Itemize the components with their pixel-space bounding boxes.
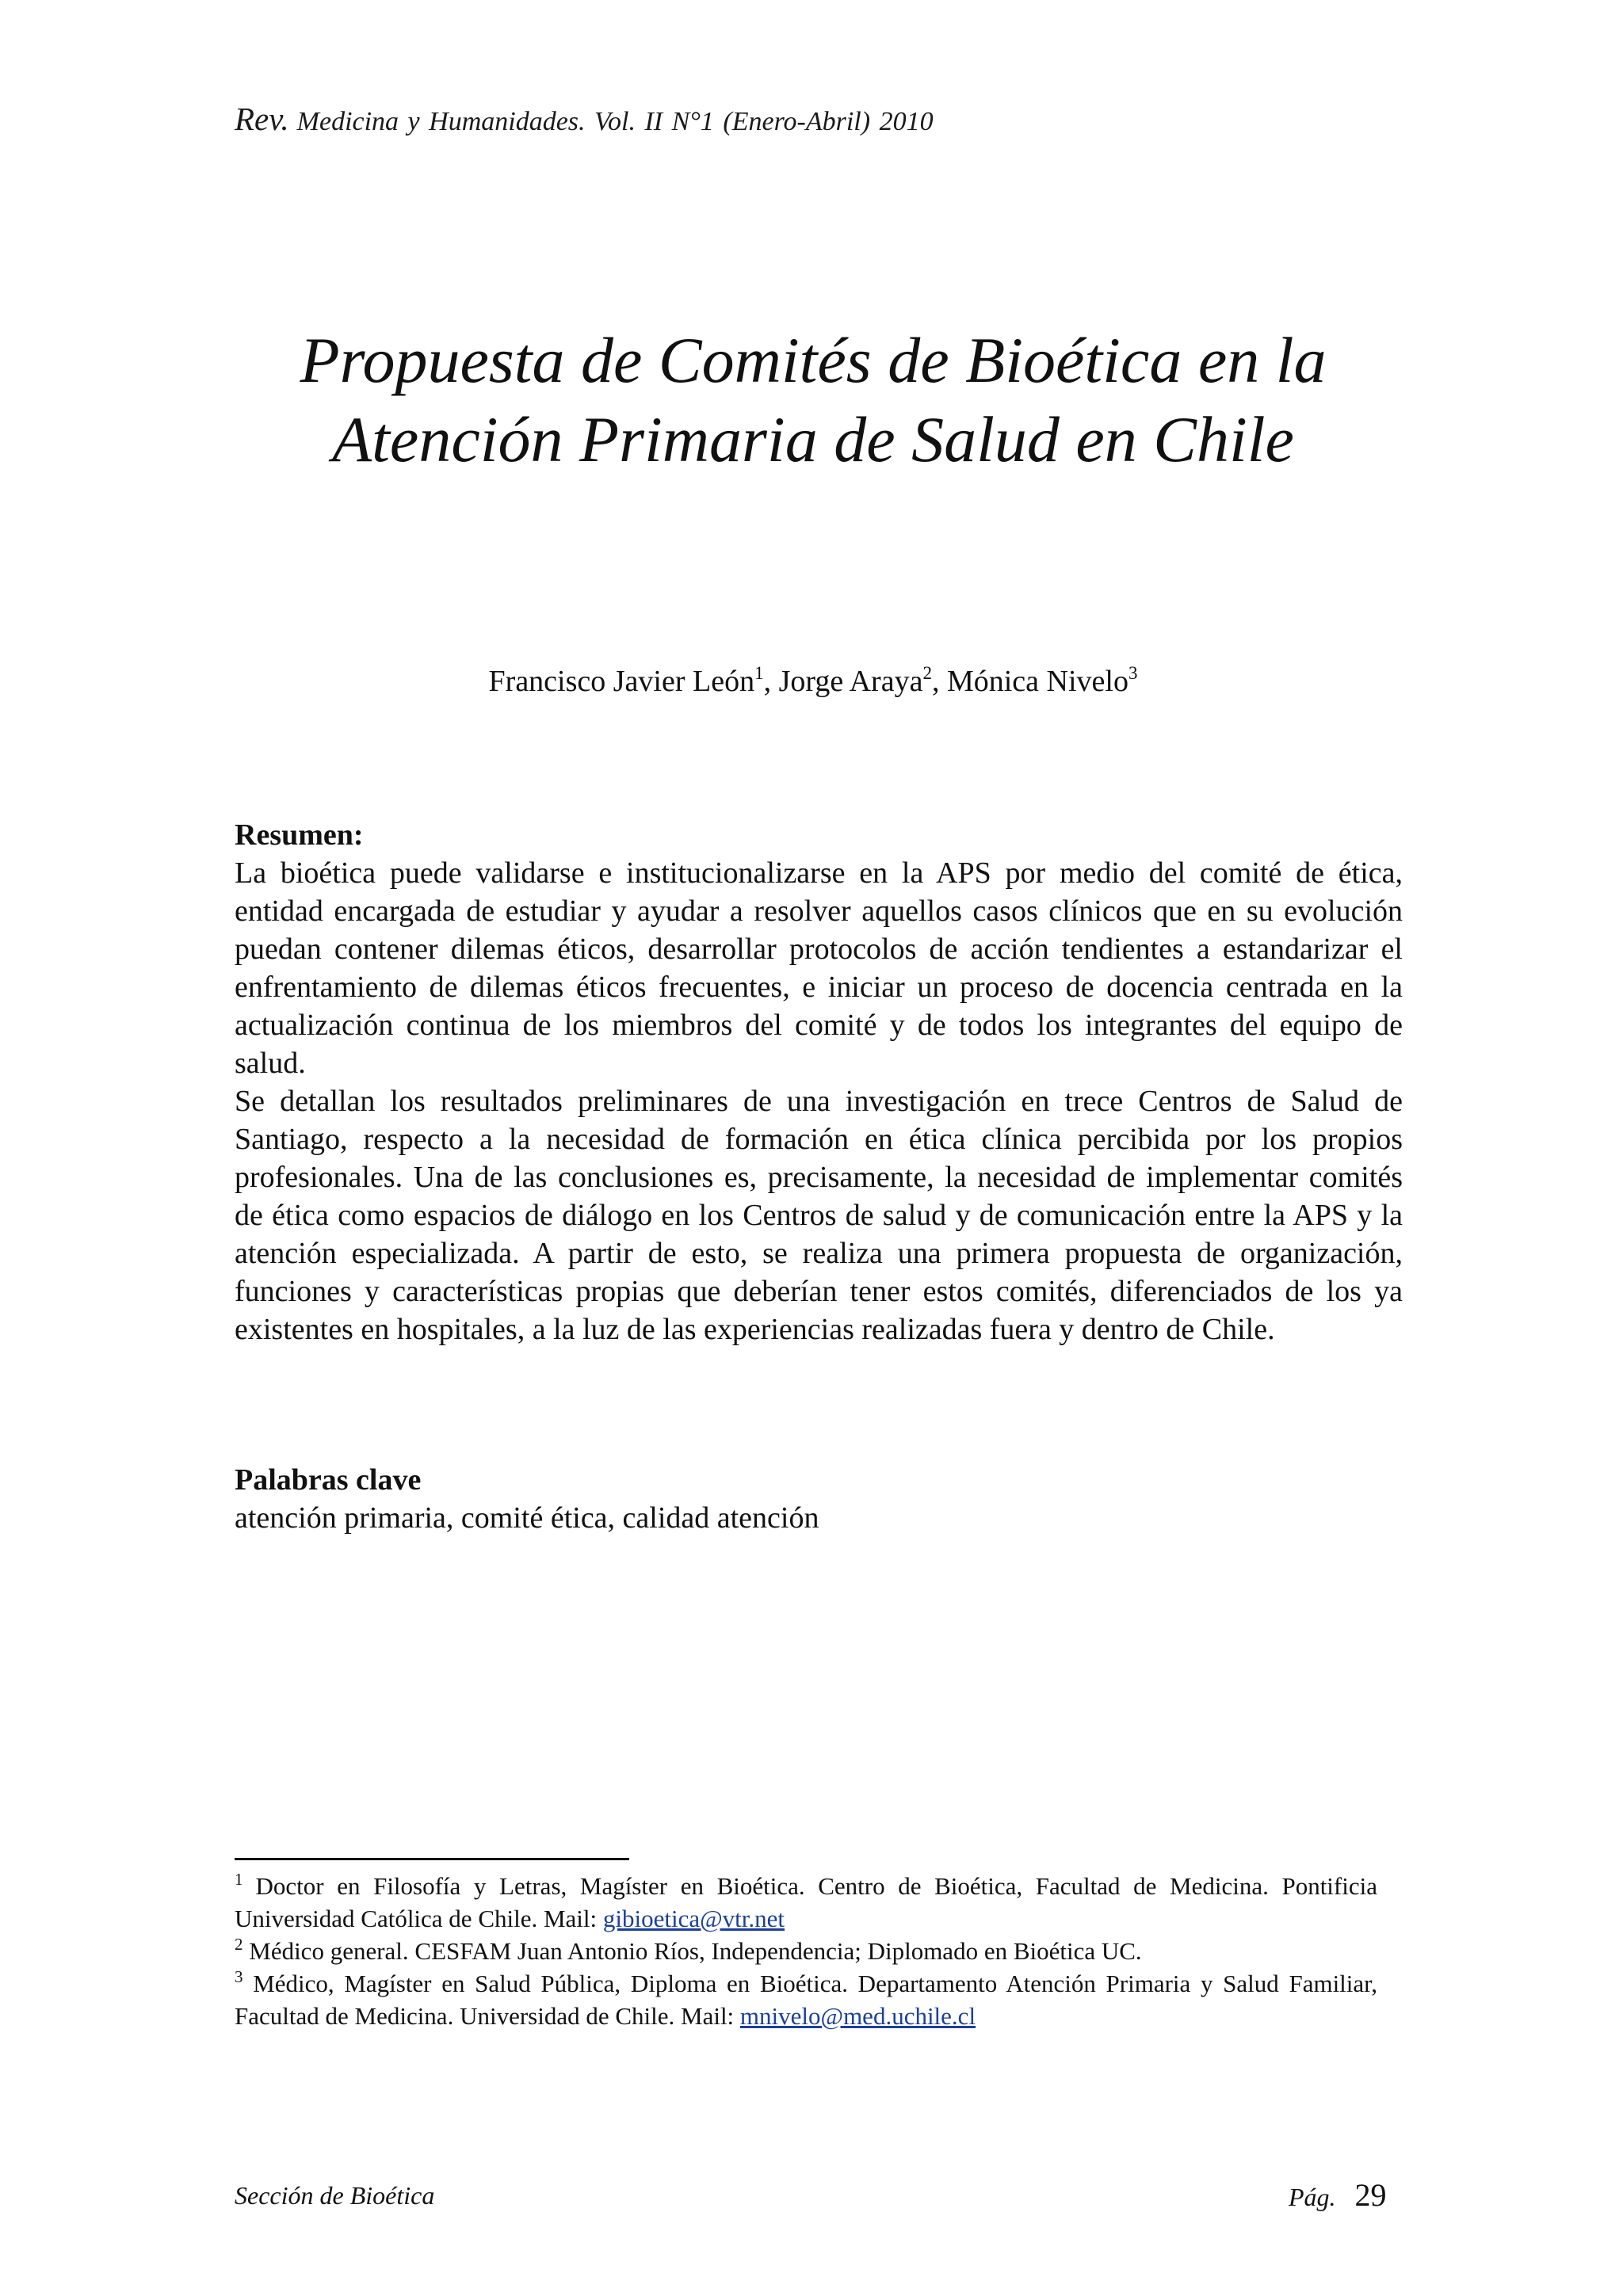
footnote [235,1870,1377,1935]
article-title [235,321,1392,479]
footnote [235,1935,1377,1967]
footnotes [235,1870,1377,2032]
page-number-block [1289,2176,1387,2214]
keywords-section [235,1461,1403,1537]
author-name: Jorge Araya [778,665,923,698]
author-name: Francisco Javier León [488,665,755,698]
running-head-rev: Rev. [235,101,289,137]
footnote-text: Médico, Magíster en Salud Pública, Diploma en Bioética. Departamento Atención Primaria y Salud Familiar, Facultad de Medicina. Universidad de Chile. Mail: [235,1970,1377,2030]
footnote-text: Doctor en Filosofía y Letras, Magíster en Bioética. Centro de Bioética, Facultad de Medicina. Pontificia Universidad Católica de Chile. Mail: [235,1872,1377,1932]
author-footnote-mark[interactable]: 2 [922,663,932,683]
footnote-mark: 3 [235,1967,243,1986]
page-number: 29 [1354,2177,1387,2213]
article-title-line-1: Propuesta de Comités de Bioética en la [300,324,1327,396]
keywords-heading: Palabras clave [235,1463,422,1497]
abstract-heading: Resumen: [235,818,364,852]
footnote-mark: 1 [235,1870,243,1889]
author-separator: , [931,665,947,698]
author-list [235,664,1392,699]
abstract-paragraph: La bioética puede validarse e institucionalizarse en la APS por medio del comité de ética, entidad encargada de estudiar y ayudar a resolver aquellos casos clínicos que en su evolución puedan contener dilemas éticos, desarrollar protocolos de acción tendientes a estandarizar el enfrentamiento de dilemas éticos frecuentes, e iniciar un proceso de docencia centrada en la actualización continua de los miembros del comité y de todos los integrantes del equipo de salud. [235,856,1403,1080]
abstract-section [235,816,1403,1348]
footnote-text: Médico general. CESFAM Juan Antonio Ríos, Independencia; Diplomado en Bioética UC. [249,1937,1142,1965]
running-head-journal: Medicina y Humanidades. Vol. II N°1 (Enero-Abril) 2010 [296,107,934,136]
footer-section-name: Sección de Bioética [235,2181,435,2210]
page-label: Pág. [1289,2183,1336,2211]
running-head [235,100,934,138]
footnote-divider [235,1858,629,1860]
author-separator: , [763,665,779,698]
article-title-line-2: Atención Primaria de Salud en Chile [332,403,1294,475]
keywords-list: atención primaria, comité ética, calidad atención [235,1501,819,1535]
author-name: Mónica Nivelo [946,665,1128,698]
footnote-mark: 2 [235,1935,243,1954]
author-footnote-mark[interactable]: 3 [1128,663,1138,683]
author-footnote-mark[interactable]: 1 [754,663,764,683]
footnote [235,1967,1377,2032]
email-link[interactable]: gibioetica@vtr.net [602,1905,785,1932]
email-link[interactable]: mnivelo@med.uchile.cl [739,2002,976,2030]
abstract-paragraph: Se detallan los resultados preliminares de una investigación en trece Centros de Salud de Santiago, respecto a la necesidad de formación en ética clínica percibida por los propios profesionales. Una de las conclusiones es, precisamente, la necesidad de implementar comités de ética como espacios de diálogo en los Centros de salud y de comunicación entre la APS y la atención especializada. A partir de esto, se realiza una primera propuesta de organización, funciones y características propias que deberían tener estos comités, diferenciados de los ya existentes en hospitales, a la luz de las experiencias realizadas fuera y dentro de Chile. [235,1085,1403,1346]
